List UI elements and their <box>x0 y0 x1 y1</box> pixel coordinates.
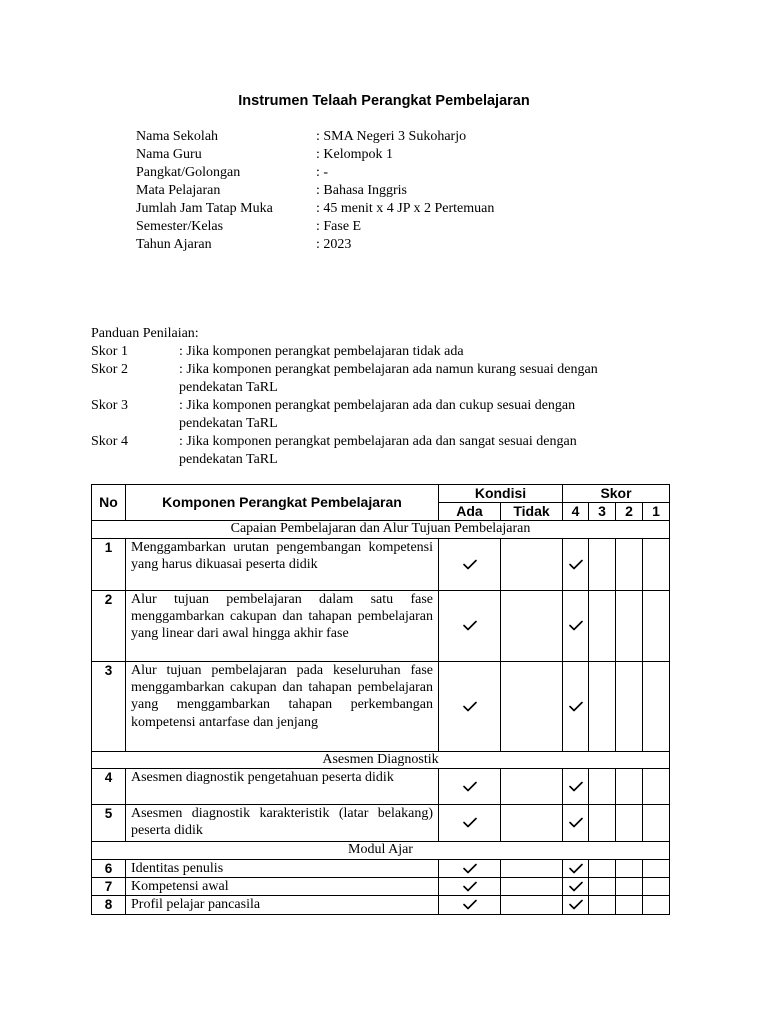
row-component: Alur tujuan pembelajaran pada keseluruhan fase menggambarkan cakupan dan tahapan pembelajaran yang menggambarkan tahapan perkembangan kompetensi antarfase dan jenjang <box>126 662 439 752</box>
check-icon <box>569 620 583 631</box>
cell-ada <box>439 860 501 878</box>
cell-skor-4 <box>563 878 589 896</box>
row-no: 2 <box>92 591 126 662</box>
cell-skor-4 <box>563 539 589 591</box>
guide-desc-line: pendekatan TaRL <box>179 416 278 431</box>
cell-skor-3 <box>589 896 616 914</box>
info-value: : - <box>316 165 329 180</box>
cell-skor-2 <box>616 539 643 591</box>
scoring-guide <box>91 325 651 469</box>
table-row <box>92 860 670 878</box>
info-label: Semester/Kelas <box>136 219 224 234</box>
table-row <box>92 591 670 662</box>
guide-skor: Skor 1 <box>91 344 128 359</box>
check-icon <box>463 620 477 631</box>
cell-skor-3 <box>589 539 616 591</box>
cell-ada <box>439 896 501 914</box>
check-icon <box>463 781 477 792</box>
info-row <box>136 182 494 200</box>
check-icon <box>463 817 477 828</box>
cell-skor-4 <box>563 896 589 914</box>
table-row <box>92 539 670 591</box>
header-no: No <box>92 485 126 521</box>
cell-skor-4 <box>563 662 589 752</box>
guide-item <box>91 361 651 397</box>
cell-tidak <box>501 662 563 752</box>
table-row <box>92 662 670 752</box>
info-row <box>136 146 494 164</box>
cell-ada <box>439 878 501 896</box>
table-row <box>92 805 670 842</box>
cell-tidak <box>501 860 563 878</box>
cell-ada <box>439 769 501 805</box>
header-komponen: Komponen Perangkat Pembelajaran <box>126 485 439 521</box>
cell-skor-2 <box>616 662 643 752</box>
info-label: Jumlah Jam Tatap Muka <box>136 201 273 216</box>
row-component: Alur tujuan pembelajaran dalam satu fase menggambarkan cakupan dan tahapan pembelajaran yang linear dari awal hingga akhir fase <box>126 591 439 662</box>
row-component: Asesmen diagnostik karakteristik (latar belakang) peserta didik <box>126 805 439 842</box>
cell-skor-1 <box>643 539 670 591</box>
table-row <box>92 896 670 914</box>
cell-skor-1 <box>643 662 670 752</box>
info-label: Mata Pelajaran <box>136 183 221 198</box>
row-no: 5 <box>92 805 126 842</box>
cell-skor-1 <box>643 591 670 662</box>
cell-skor-2 <box>616 769 643 805</box>
cell-skor-3 <box>589 662 616 752</box>
row-component: Asesmen diagnostik pengetahuan peserta didik <box>126 769 439 805</box>
cell-skor-3 <box>589 860 616 878</box>
info-label: Pangkat/Golongan <box>136 165 241 180</box>
guide-skor: Skor 2 <box>91 362 128 377</box>
cell-skor-1 <box>643 769 670 805</box>
row-no: 1 <box>92 539 126 591</box>
cell-skor-3 <box>589 878 616 896</box>
guide-desc: : Jika komponen perangkat pembelajaran tidak ada <box>179 344 464 359</box>
cell-skor-1 <box>643 860 670 878</box>
header-kondisi: Kondisi <box>439 485 563 503</box>
identity-block <box>136 128 494 254</box>
cell-skor-2 <box>616 591 643 662</box>
cell-tidak <box>501 769 563 805</box>
cell-skor-4 <box>563 769 589 805</box>
check-icon <box>463 863 477 874</box>
info-value: : Fase E <box>316 219 362 234</box>
header-skor-1: 1 <box>643 503 670 521</box>
table-row <box>92 769 670 805</box>
guide-item <box>91 433 651 469</box>
check-icon <box>463 881 477 892</box>
header-ada: Ada <box>439 503 501 521</box>
cell-skor-4 <box>563 591 589 662</box>
check-icon <box>569 559 583 570</box>
section-title: Asesmen Diagnostik <box>92 752 670 769</box>
info-row <box>136 164 494 182</box>
cell-skor-2 <box>616 878 643 896</box>
cell-skor-2 <box>616 805 643 842</box>
check-icon <box>569 863 583 874</box>
section-title: Capaian Pembelajaran dan Alur Tujuan Pembelajaran <box>92 521 670 539</box>
info-label: Tahun Ajaran <box>136 237 212 252</box>
row-no: 8 <box>92 896 126 914</box>
info-value: : 45 menit x 4 JP x 2 Pertemuan <box>316 201 495 216</box>
check-icon <box>569 881 583 892</box>
guide-item <box>91 397 651 433</box>
page-title: Instrumen Telaah Perangkat Pembelajaran <box>238 93 530 109</box>
check-icon <box>569 899 583 910</box>
cell-skor-1 <box>643 805 670 842</box>
cell-skor-2 <box>616 896 643 914</box>
cell-tidak <box>501 591 563 662</box>
info-label: Nama Guru <box>136 147 202 162</box>
header-skor: Skor <box>563 485 670 503</box>
guide-skor: Skor 4 <box>91 434 128 449</box>
check-icon <box>463 559 477 570</box>
cell-tidak <box>501 878 563 896</box>
guide-desc-line: pendekatan TaRL <box>179 452 278 467</box>
guide-desc-line: pendekatan TaRL <box>179 380 278 395</box>
row-no: 7 <box>92 878 126 896</box>
guide-desc-line: : Jika komponen perangkat pembelajaran ada namun kurang sesuai dengan <box>179 362 598 377</box>
info-value: : 2023 <box>316 237 352 252</box>
row-no: 4 <box>92 769 126 805</box>
cell-skor-3 <box>589 769 616 805</box>
header-tidak: Tidak <box>501 503 563 521</box>
guide-skor: Skor 3 <box>91 398 128 413</box>
row-no: 3 <box>92 662 126 752</box>
cell-tidak <box>501 896 563 914</box>
assessment-table <box>91 484 670 915</box>
row-no: 6 <box>92 860 126 878</box>
cell-ada <box>439 805 501 842</box>
check-icon <box>569 781 583 792</box>
row-component: Menggambarkan urutan pengembangan kompetensi yang harus dikuasai peserta didik <box>126 539 439 591</box>
info-row <box>136 200 494 218</box>
row-component: Profil pelajar pancasila <box>126 896 439 914</box>
check-icon <box>569 701 583 712</box>
info-row <box>136 236 494 254</box>
guide-desc <box>179 433 651 469</box>
info-label: Nama Sekolah <box>136 129 219 144</box>
cell-skor-3 <box>589 591 616 662</box>
check-icon <box>463 899 477 910</box>
section-title: Modul Ajar <box>92 842 670 860</box>
info-value: : Bahasa Inggris <box>316 183 407 198</box>
cell-skor-4 <box>563 805 589 842</box>
info-value: : SMA Negeri 3 Sukoharjo <box>316 129 467 144</box>
table-row <box>92 878 670 896</box>
guide-desc-line: : Jika komponen perangkat pembelajaran ada dan cukup sesuai dengan <box>179 398 576 413</box>
check-icon <box>463 701 477 712</box>
cell-skor-1 <box>643 896 670 914</box>
cell-skor-3 <box>589 805 616 842</box>
cell-ada <box>439 591 501 662</box>
cell-ada <box>439 662 501 752</box>
header-skor-2: 2 <box>616 503 643 521</box>
guide-desc <box>179 397 651 433</box>
cell-skor-2 <box>616 860 643 878</box>
info-row <box>136 128 494 146</box>
row-component: Kompetensi awal <box>126 878 439 896</box>
guide-heading: Panduan Penilaian: <box>91 326 199 341</box>
cell-skor-1 <box>643 878 670 896</box>
check-icon <box>569 817 583 828</box>
row-component: Identitas penulis <box>126 860 439 878</box>
guide-desc-line: : Jika komponen perangkat pembelajaran ada dan sangat sesuai dengan <box>179 434 577 449</box>
info-row <box>136 218 494 236</box>
cell-tidak <box>501 805 563 842</box>
cell-ada <box>439 539 501 591</box>
info-value: : Kelompok 1 <box>316 147 393 162</box>
cell-tidak <box>501 539 563 591</box>
header-skor-4: 4 <box>563 503 589 521</box>
guide-item <box>91 343 651 361</box>
cell-skor-4 <box>563 860 589 878</box>
header-skor-3: 3 <box>589 503 616 521</box>
guide-desc <box>179 361 651 397</box>
